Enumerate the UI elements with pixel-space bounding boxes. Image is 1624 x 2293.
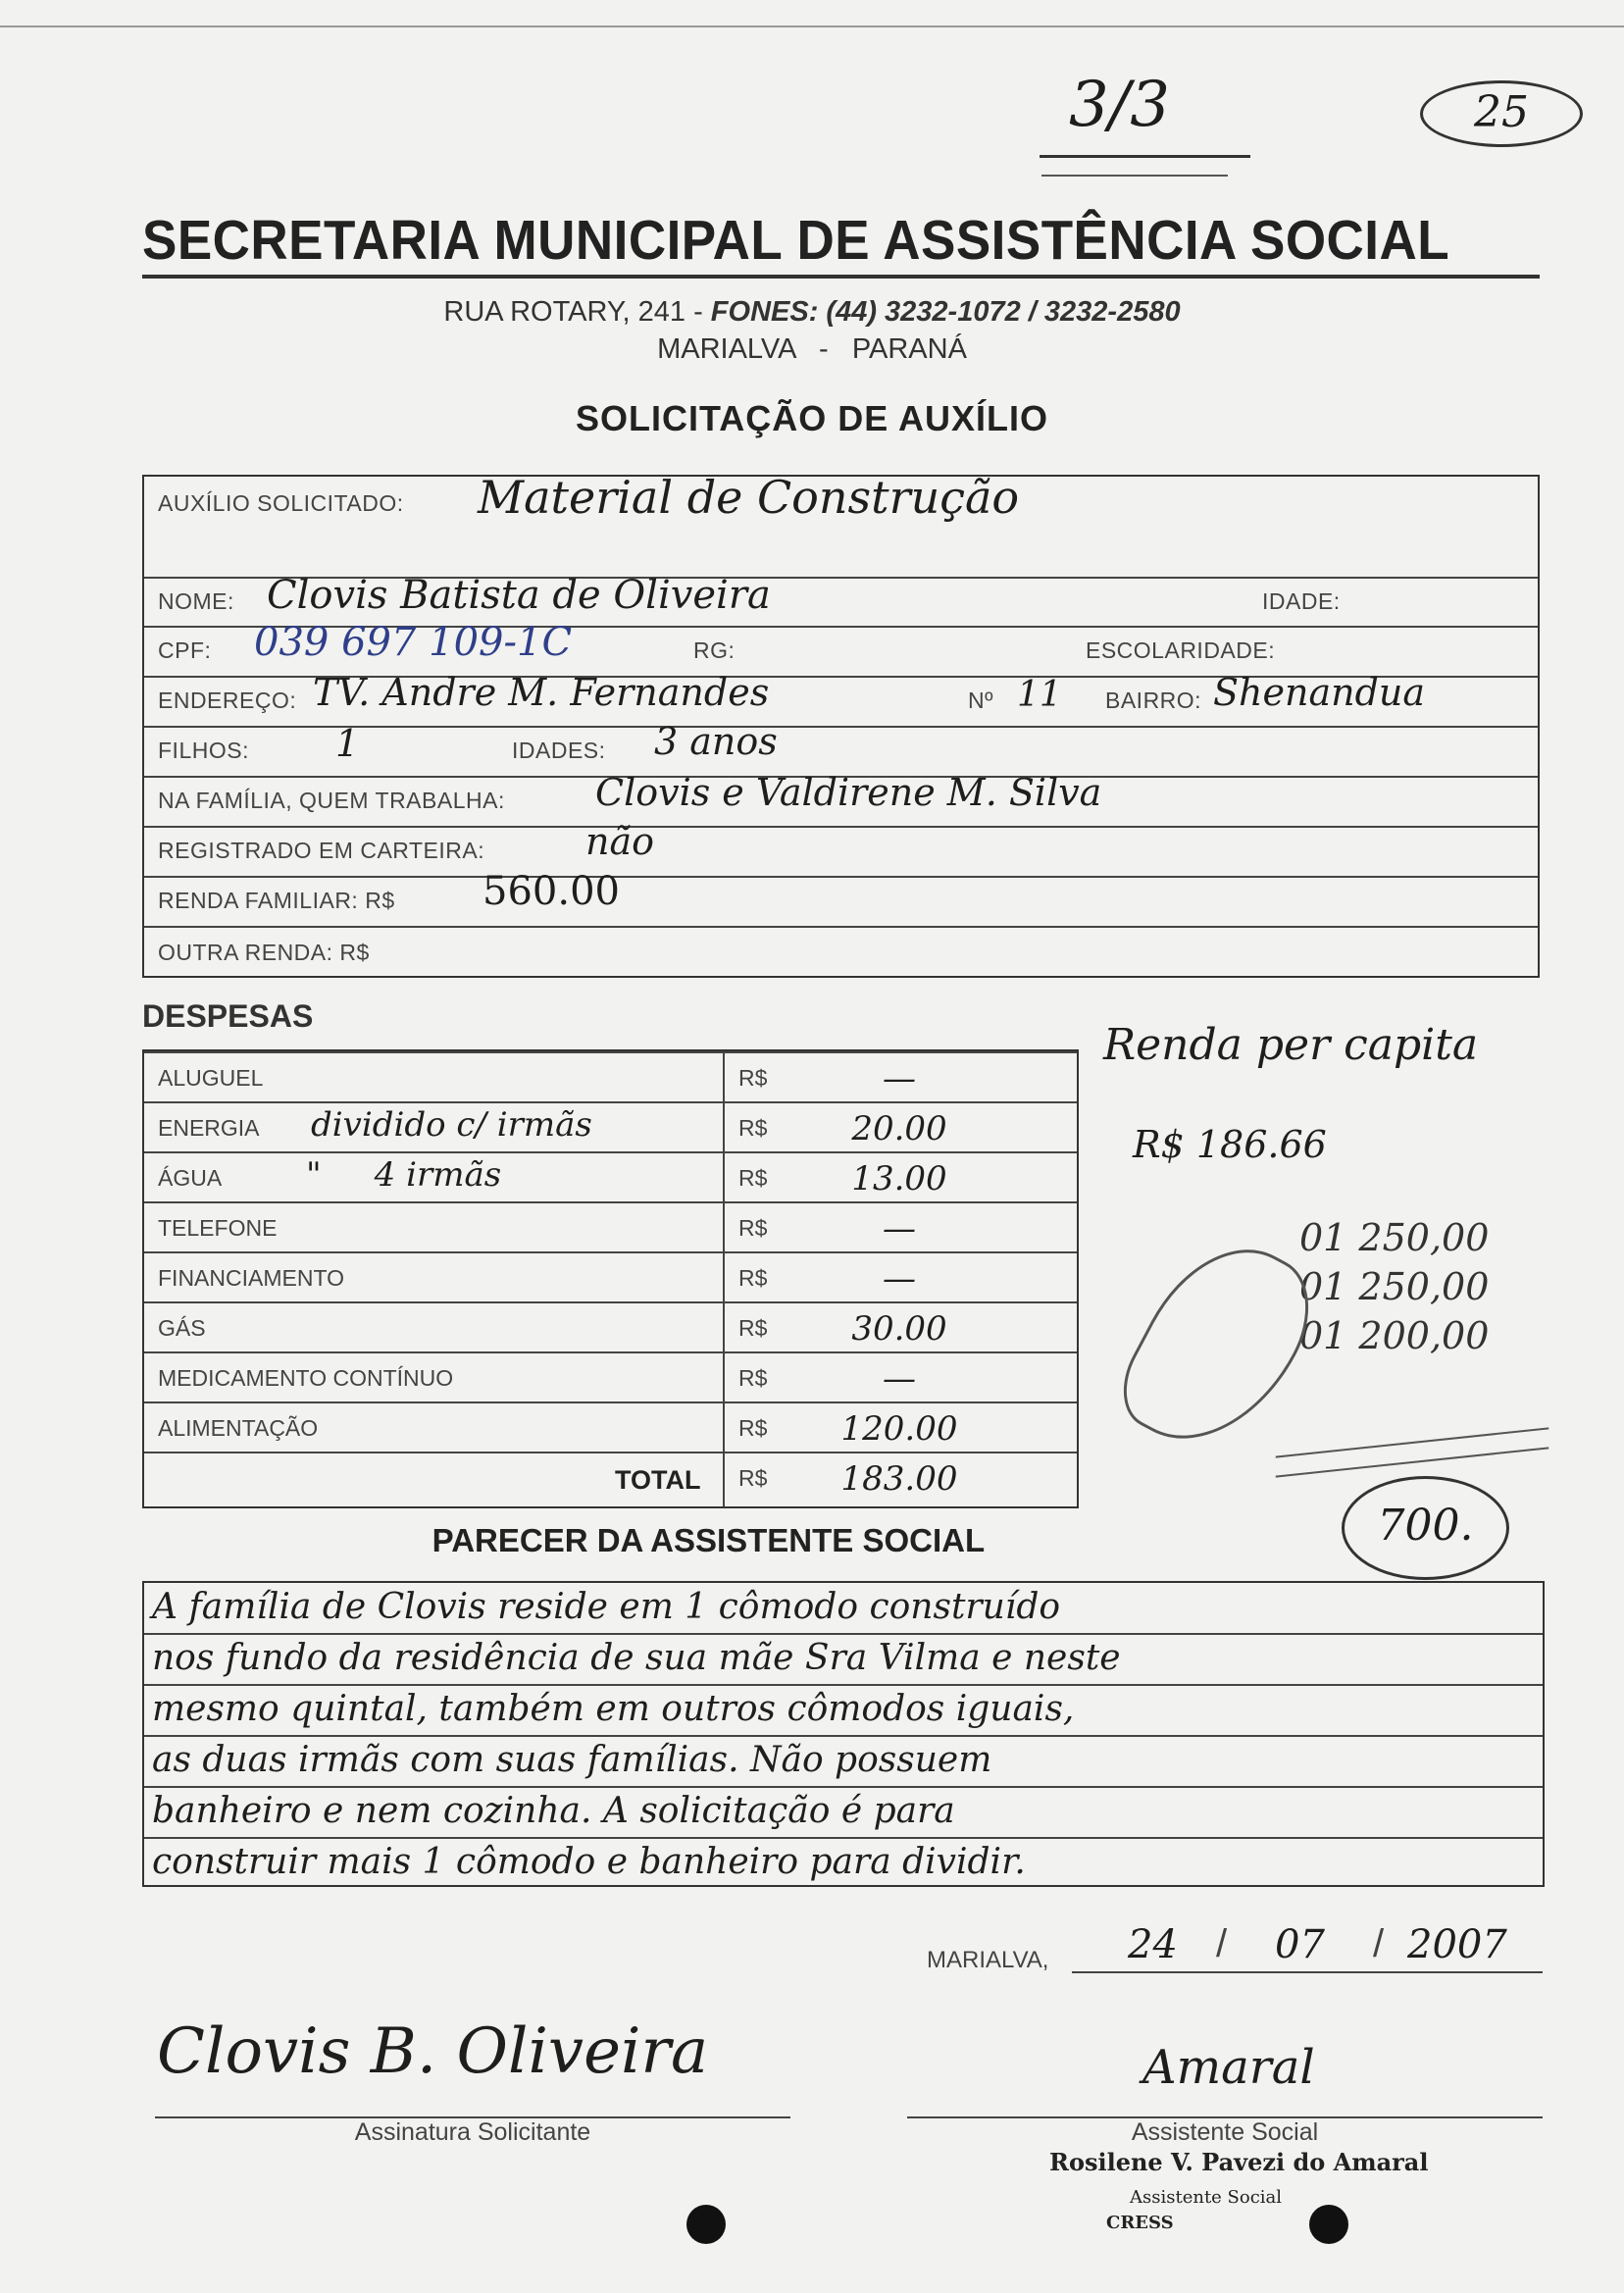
auxilio-label: AUXÍLIO SOLICITADO: [158, 490, 404, 516]
expense-total-value[interactable]: 183.00 [840, 1459, 958, 1499]
expense-label: TELEFONE [158, 1215, 278, 1241]
nome-field[interactable]: Clovis Batista de Oliveira [267, 573, 771, 618]
expense-currency: R$ [738, 1165, 768, 1191]
calc-note-line: 01 200,00 [1299, 1314, 1490, 1357]
date-separator: / [1373, 1922, 1385, 1965]
auxilio-field[interactable]: Material de Construção [478, 471, 1020, 524]
applicant-signature-label: Assinatura Solicitante [354, 2118, 591, 2146]
expense-row-total [144, 1452, 1077, 1508]
expense-note: " 4 irmãs [306, 1155, 502, 1195]
phones-label: FONES: [710, 296, 819, 328]
expense-currency: R$ [738, 1365, 768, 1391]
form-divider [144, 926, 1538, 928]
per-capita-note-title: Renda per capita [1103, 1020, 1479, 1070]
opinion-rule [144, 1786, 1543, 1788]
filhos-label: FILHOS: [158, 738, 249, 763]
expense-label: GÁS [158, 1315, 206, 1341]
agency-title: SECRETARIA MUNICIPAL DE ASSISTÊNCIA SOCIAL [142, 209, 1450, 272]
trabalha-label: NA FAMÍLIA, QUEM TRABALHA: [158, 788, 505, 813]
page-fraction-underline-2 [1041, 175, 1228, 177]
bairro-field[interactable]: Shenandua [1213, 671, 1426, 714]
opinion-line: nos fundo da residência de sua mãe Sra Vilma e neste [152, 1638, 1121, 1678]
opinion-line: construir mais 1 cômodo e banheiro para dividir. [152, 1842, 1026, 1882]
circled-amount-note: 700. [1342, 1476, 1509, 1580]
carteira-field[interactable]: não [585, 820, 655, 863]
form-divider [144, 876, 1538, 878]
date-year[interactable]: 2007 [1407, 1922, 1507, 1967]
page-fraction-underline [1040, 155, 1250, 158]
escolaridade-label: ESCOLARIDADE: [1086, 637, 1276, 663]
expense-label: ÁGUA [158, 1165, 223, 1191]
numero-field[interactable]: 11 [1017, 675, 1062, 715]
expense-row-agua [144, 1151, 1077, 1201]
expense-currency: R$ [738, 1415, 768, 1441]
expense-label: ENERGIA [158, 1115, 260, 1141]
nome-label: NOME: [158, 588, 234, 614]
address-line [0, 296, 1624, 329]
expense-row-telefone [144, 1201, 1077, 1251]
expense-currency: R$ [738, 1315, 768, 1341]
opinion-line: mesmo quintal, também em outros cômodos iguais, [152, 1689, 1075, 1729]
social-worker-signature: Amaral [1142, 2040, 1315, 2095]
expense-value[interactable]: — [883, 1259, 916, 1299]
opinion-text-box[interactable] [142, 1581, 1545, 1887]
opinion-rule [144, 1837, 1543, 1839]
expense-value[interactable]: — [883, 1209, 916, 1248]
expense-row-alimentacao [144, 1401, 1077, 1452]
opinion-heading: PARECER DA ASSISTENTE SOCIAL [431, 1522, 986, 1558]
outra-renda-label: OUTRA RENDA: R$ [158, 940, 370, 965]
expense-row-medicamento [144, 1351, 1077, 1401]
cpf-field[interactable]: 039 697 109-1C [254, 620, 573, 665]
expense-label: ALUGUEL [158, 1065, 264, 1091]
date-city-label: MARIALVA, [927, 1947, 1049, 1973]
expenses-table [142, 1049, 1079, 1508]
date-underline [1072, 1971, 1543, 1973]
paper-fold-line [0, 25, 1624, 27]
expense-row-aluguel [144, 1051, 1077, 1101]
cpf-label: CPF: [158, 637, 212, 663]
expenses-heading: DESPESAS [142, 998, 314, 1034]
form-title: SOLICITAÇÃO DE AUXÍLIO [575, 398, 1048, 438]
opinion-line: banheiro e nem cozinha. A solicitação é para [152, 1791, 955, 1831]
expense-row-gas [144, 1301, 1077, 1351]
expense-value[interactable]: 13.00 [851, 1159, 947, 1198]
expense-currency: R$ [738, 1115, 768, 1141]
social-worker-signature-label: Assistente Social [1131, 2118, 1319, 2146]
idade-label: IDADE: [1262, 588, 1341, 614]
endereco-field[interactable]: TV. Andre M. Fernandes [313, 671, 770, 714]
opinion-rule [144, 1684, 1543, 1686]
expense-value[interactable]: — [883, 1059, 916, 1098]
expense-label: ALIMENTAÇÃO [158, 1415, 319, 1441]
calc-note-line: 01 250,00 [1299, 1265, 1490, 1308]
bairro-label: BAIRRO: [1105, 688, 1202, 713]
per-capita-note-value: R$ 186.66 [1133, 1123, 1327, 1166]
calc-note-line: 01 250,00 [1299, 1216, 1490, 1259]
expense-note: dividido c/ irmãs [311, 1105, 592, 1145]
opinion-line: as duas irmãs com suas famílias. Não possuem [152, 1740, 992, 1780]
note-rule [1276, 1427, 1549, 1457]
expense-currency: R$ [738, 1215, 768, 1241]
expense-label: MEDICAMENTO CONTÍNUO [158, 1365, 454, 1391]
phones: (44) 3232-1072 / 3232-2580 [818, 296, 1181, 328]
idades-label: IDADES: [512, 738, 606, 763]
address: RUA ROTARY, 241 - [443, 296, 711, 328]
applicant-form [142, 471, 1540, 978]
numero-label: Nº [968, 688, 994, 713]
renda-field[interactable]: 560.00 [482, 869, 620, 914]
scribble-mark [1106, 1219, 1332, 1473]
date-month[interactable]: 07 [1275, 1922, 1325, 1967]
trabalha-field[interactable]: Clovis e Valdirene M. Silva [595, 771, 1102, 814]
opinion-rule [144, 1735, 1543, 1737]
form-divider [144, 826, 1538, 828]
filhos-field[interactable]: 1 [335, 722, 360, 765]
carteira-label: REGISTRADO EM CARTEIRA: [158, 838, 485, 863]
rg-label: RG: [693, 637, 736, 663]
expense-total-label: TOTAL [615, 1465, 701, 1495]
idades-field[interactable]: 3 anos [654, 720, 778, 763]
renda-label: RENDA FAMILIAR: R$ [158, 888, 395, 913]
expense-value[interactable]: 20.00 [851, 1109, 947, 1148]
expense-row-energia [144, 1101, 1077, 1151]
page-fraction: 3/3 [1069, 69, 1170, 141]
expense-row-financiamento [144, 1251, 1077, 1301]
opinion-rule [144, 1633, 1543, 1635]
expense-currency: R$ [738, 1465, 768, 1491]
expense-currency: R$ [738, 1065, 768, 1091]
city-line: MARIALVA - PARANÁ [657, 333, 967, 365]
applicant-signature: Clovis B. Oliveira [157, 2015, 709, 2088]
punch-hole [686, 2205, 726, 2244]
expense-value[interactable]: 30.00 [851, 1309, 947, 1349]
opinion-line: A família de Clovis reside em 1 cômodo construído [152, 1587, 1061, 1627]
date-day[interactable]: 24 [1128, 1922, 1178, 1967]
stamp-registration: CRESS [1106, 2213, 1174, 2233]
date-separator: / [1216, 1922, 1228, 1965]
stamp-role: Assistente Social [1130, 2187, 1283, 2208]
expense-value[interactable]: 120.00 [840, 1409, 958, 1449]
expense-label: FINANCIAMENTO [158, 1265, 344, 1291]
title-rule [142, 275, 1540, 279]
punch-hole [1309, 2205, 1348, 2244]
expense-currency: R$ [738, 1265, 768, 1291]
stamp-name: Rosilene V. Pavezi do Amaral [1049, 2148, 1429, 2176]
expense-value[interactable]: — [883, 1359, 916, 1399]
endereco-label: ENDEREÇO: [158, 688, 297, 713]
page-number-circled: 25 [1420, 80, 1583, 147]
